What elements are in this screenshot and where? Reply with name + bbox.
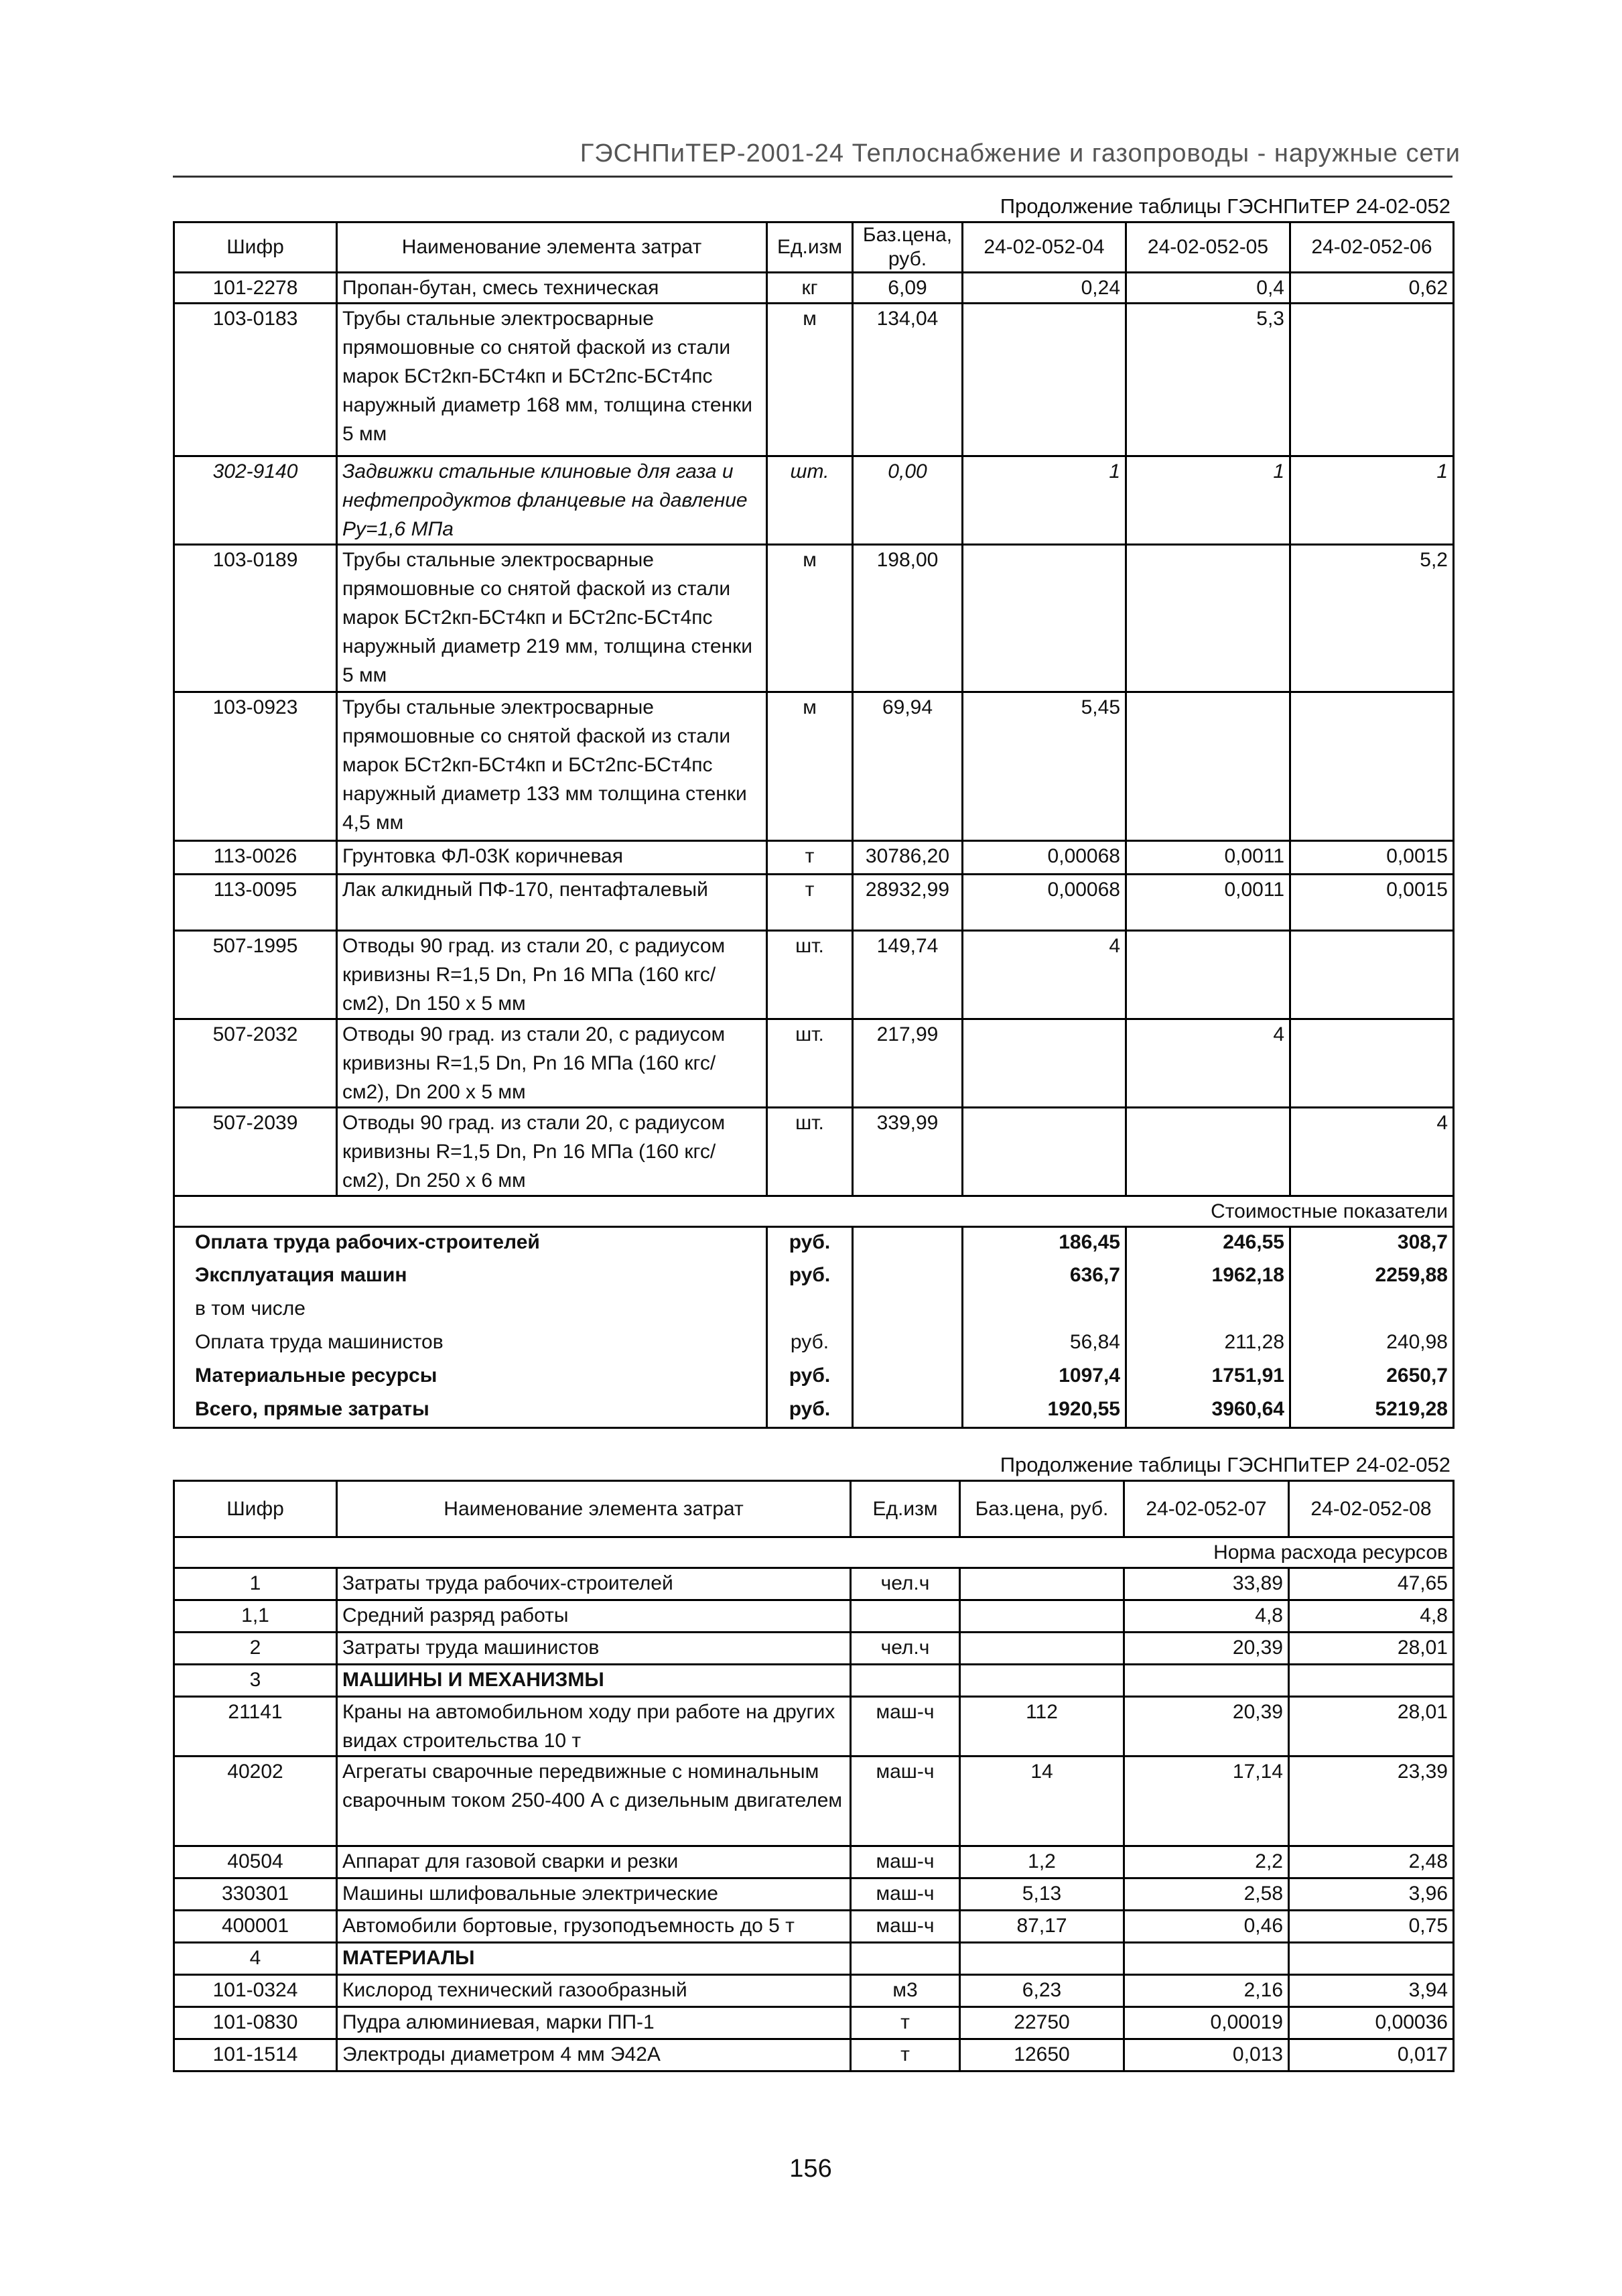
cell-name: Автомобили бортовые, грузоподъемность до 5 т (337, 1911, 851, 1943)
table-row (174, 1019, 1454, 1108)
table2-header-row (174, 1481, 1454, 1537)
cell-name: Затраты труда рабочих-строителей (337, 1568, 851, 1600)
cell-price: 149,74 (853, 931, 963, 1019)
cell-value: 5,45 (963, 692, 1126, 841)
summary-unit: руб. (767, 1361, 853, 1395)
summary-value: 211,28 (1126, 1328, 1290, 1361)
summary-row (174, 1294, 1454, 1328)
col-header-name: Наименование элемента затрат (337, 1481, 851, 1537)
cell-code: 4 (174, 1943, 337, 1975)
cell-unit: м (767, 692, 853, 841)
summary-row (174, 1227, 1454, 1261)
cell-value: 2,48 (1289, 1846, 1454, 1878)
cell-value: 2,2 (1124, 1846, 1289, 1878)
cell-value: 0,00036 (1289, 2007, 1454, 2039)
page-number: 156 (789, 2155, 832, 2183)
cell-name: Отводы 90 град. из стали 20, с радиусом кривизны R=1,5 Dn, Pn 16 МПа (160 кгс/см2), Dn 200 x 5 мм (337, 1019, 767, 1108)
cell-name: Кислород технический газообразный (337, 1975, 851, 2007)
cell-name: Лак алкидный ПФ-170, пентафталевый (337, 875, 767, 931)
cell-value: 1 (1126, 456, 1290, 545)
cell-unit: шт. (767, 456, 853, 545)
cell-unit: т (851, 2007, 960, 2039)
table-row (174, 1757, 1454, 1846)
col-header-code: Шифр (174, 222, 337, 273)
cell-value: 4 (1290, 1108, 1454, 1196)
cell-price (960, 1633, 1124, 1665)
summary-price (853, 1294, 963, 1328)
cell-value: 0,24 (963, 273, 1126, 304)
col-header-price: Баз.цена, руб. (853, 222, 963, 273)
table-row (174, 1633, 1454, 1665)
cell-value: 0,0011 (1126, 841, 1290, 875)
cell-name: Агрегаты сварочные передвижные с номинальным сварочным током 250-400 А с дизельным двигателем (337, 1757, 851, 1846)
cell-value: 0,0015 (1290, 875, 1454, 931)
cell-value: 0,75 (1289, 1911, 1454, 1943)
cell-code: 113-0026 (174, 841, 337, 875)
table1 (173, 221, 1455, 1429)
cell-code: 2 (174, 1633, 337, 1665)
group-row (174, 1665, 1454, 1697)
cell-price: 112 (960, 1697, 1124, 1757)
cell-value: 4 (963, 931, 1126, 1019)
cell-price: 69,94 (853, 692, 963, 841)
cell-name: Электроды диаметром 4 мм Э42А (337, 2039, 851, 2071)
col-header-name: Наименование элемента затрат (337, 222, 767, 273)
cell-price: 0,00 (853, 456, 963, 545)
summary-price (853, 1361, 963, 1395)
col-header-05: 24-02-052-05 (1126, 222, 1290, 273)
table-row (174, 2007, 1454, 2039)
summary-price (853, 1227, 963, 1261)
summary-value (1290, 1294, 1454, 1328)
cell-price (960, 1600, 1124, 1633)
cell-price (960, 1568, 1124, 1600)
cell-price: 30786,20 (853, 841, 963, 875)
summary-value: 308,7 (1290, 1227, 1454, 1261)
cell-value: 4,8 (1124, 1600, 1289, 1633)
cell-code: 400001 (174, 1911, 337, 1943)
cell-unit: м (767, 304, 853, 456)
cell-value (1124, 1665, 1289, 1697)
cell-value: 3,96 (1289, 1878, 1454, 1911)
summary-name: Эксплуатация машин (174, 1261, 767, 1294)
table-row (174, 875, 1454, 931)
cell-name: Отводы 90 град. из стали 20, с радиусом кривизны R=1,5 Dn, Pn 16 МПа (160 кгс/см2), Dn 250 x 6 мм (337, 1108, 767, 1196)
cell-name: Аппарат для газовой сварки и резки (337, 1846, 851, 1878)
cell-value: 2,58 (1124, 1878, 1289, 1911)
cell-unit: маш-ч (851, 1911, 960, 1943)
section-row (174, 1537, 1454, 1568)
cell-name: Трубы стальные электросварные прямошовные со снятой фаской из стали марок БСт2кп-БСт4кп и БСт2пс-БСт4пс наружный диаметр 168 мм, толщина стенки 5 мм (337, 304, 767, 456)
cell-value: 0,00019 (1124, 2007, 1289, 2039)
table-row (174, 2039, 1454, 2071)
cell-unit: т (767, 841, 853, 875)
summary-unit (767, 1294, 853, 1328)
cell-code: 330301 (174, 1878, 337, 1911)
cell-value: 0,62 (1290, 273, 1454, 304)
cell-value: 4,8 (1289, 1600, 1454, 1633)
cell-price: 28932,99 (853, 875, 963, 931)
cell-price: 6,23 (960, 1975, 1124, 2007)
cell-value (1289, 1943, 1454, 1975)
summary-name: Оплата труда рабочих-строителей (174, 1227, 767, 1261)
cell-value (1126, 931, 1290, 1019)
cell-value: 20,39 (1124, 1697, 1289, 1757)
summary-row (174, 1361, 1454, 1395)
cell-unit (851, 1600, 960, 1633)
summary-unit: руб. (767, 1395, 853, 1428)
table-row (174, 841, 1454, 875)
cell-unit: маш-ч (851, 1757, 960, 1846)
summary-value: 1920,55 (963, 1395, 1126, 1428)
summary-value: 3960,64 (1126, 1395, 1290, 1428)
summary-value: 56,84 (963, 1328, 1126, 1361)
cell-name: МАШИНЫ И МЕХАНИЗМЫ (337, 1665, 851, 1697)
cell-code: 101-0830 (174, 2007, 337, 2039)
summary-value: 1097,4 (963, 1361, 1126, 1395)
cell-value (1124, 1943, 1289, 1975)
col-header-07: 24-02-052-07 (1124, 1481, 1289, 1537)
summary-name: Всего, прямые затраты (174, 1395, 767, 1428)
cell-price: 134,04 (853, 304, 963, 456)
col-header-04: 24-02-052-04 (963, 222, 1126, 273)
cell-code: 103-0923 (174, 692, 337, 841)
table-row (174, 273, 1454, 304)
cell-unit (851, 1943, 960, 1975)
table-row (174, 692, 1454, 841)
cell-value: 0,46 (1124, 1911, 1289, 1943)
cell-code: 40202 (174, 1757, 337, 1846)
cell-value: 0,0011 (1126, 875, 1290, 931)
cell-value (1126, 1108, 1290, 1196)
summary-price (853, 1328, 963, 1361)
cell-unit: чел.ч (851, 1568, 960, 1600)
cell-name: Задвижки стальные клиновые для газа и нефтепродуктов фланцевые на давление Ру=1,6 МПа (337, 456, 767, 545)
cell-value: 0,00068 (963, 841, 1126, 875)
cell-code: 103-0189 (174, 545, 337, 692)
cell-value: 0,0015 (1290, 841, 1454, 875)
cell-name: Пропан-бутан, смесь техническая (337, 273, 767, 304)
summary-name: Оплата труда машинистов (174, 1328, 767, 1361)
header-rule (173, 176, 1452, 178)
cell-name: МАТЕРИАЛЫ (337, 1943, 851, 1975)
cell-value (963, 1019, 1126, 1108)
cell-price: 22750 (960, 2007, 1124, 2039)
table-row (174, 1697, 1454, 1757)
table1-caption: Продолжение таблицы ГЭСНПиТЕР 24-02-052 (1000, 194, 1450, 218)
cell-name: Средний разряд работы (337, 1600, 851, 1633)
cell-unit: т (851, 2039, 960, 2071)
cell-code: 101-1514 (174, 2039, 337, 2071)
cell-value: 1 (1290, 456, 1454, 545)
cell-value (963, 1108, 1126, 1196)
cell-unit: чел.ч (851, 1633, 960, 1665)
col-header-unit: Ед.изм (851, 1481, 960, 1537)
cell-unit (851, 1665, 960, 1697)
table-row (174, 545, 1454, 692)
summary-value: 1962,18 (1126, 1261, 1290, 1294)
cell-unit: маш-ч (851, 1878, 960, 1911)
table1-header-row (174, 222, 1454, 273)
cell-code: 40504 (174, 1846, 337, 1878)
section-label: Стоимостные показатели (174, 1196, 1454, 1227)
cell-value (1290, 692, 1454, 841)
summary-value: 186,45 (963, 1227, 1126, 1261)
cell-name: Грунтовка ФЛ-03К коричневая (337, 841, 767, 875)
cell-value: 23,39 (1289, 1757, 1454, 1846)
table-row (174, 1911, 1454, 1943)
cell-code: 507-2039 (174, 1108, 337, 1196)
cell-value: 28,01 (1289, 1633, 1454, 1665)
col-header-price: Баз.цена, руб. (960, 1481, 1124, 1537)
table-row (174, 1108, 1454, 1196)
cell-price (960, 1665, 1124, 1697)
section-label: Норма расхода ресурсов (174, 1537, 1454, 1568)
table-row (174, 1600, 1454, 1633)
cell-value: 28,01 (1289, 1697, 1454, 1757)
cell-code: 507-1995 (174, 931, 337, 1019)
cell-name: Машины шлифовальные электрические (337, 1878, 851, 1911)
cell-code: 113-0095 (174, 875, 337, 931)
cell-value (1126, 545, 1290, 692)
cell-value (1290, 304, 1454, 456)
cell-code: 3 (174, 1665, 337, 1697)
cell-value: 5,3 (1126, 304, 1290, 456)
summary-name: в том числе (174, 1294, 767, 1328)
table2-caption: Продолжение таблицы ГЭСНПиТЕР 24-02-052 (1000, 1453, 1450, 1476)
table-row (174, 1975, 1454, 2007)
cell-value (1290, 931, 1454, 1019)
summary-unit: руб. (767, 1261, 853, 1294)
summary-value: 246,55 (1126, 1227, 1290, 1261)
cell-value (963, 545, 1126, 692)
cell-price: 339,99 (853, 1108, 963, 1196)
cell-name: Отводы 90 град. из стали 20, с радиусом кривизны R=1,5 Dn, Pn 16 МПа (160 кгс/см2), Dn 150 x 5 мм (337, 931, 767, 1019)
cell-unit: маш-ч (851, 1846, 960, 1878)
cell-value: 33,89 (1124, 1568, 1289, 1600)
table-row (174, 1846, 1454, 1878)
table-row (174, 1568, 1454, 1600)
cell-value (1290, 1019, 1454, 1108)
table-row (174, 304, 1454, 456)
summary-row (174, 1328, 1454, 1361)
cell-price: 14 (960, 1757, 1124, 1846)
cell-unit: маш-ч (851, 1697, 960, 1757)
summary-row (174, 1261, 1454, 1294)
cell-code: 21141 (174, 1697, 337, 1757)
cell-price: 198,00 (853, 545, 963, 692)
cell-name: Краны на автомобильном ходу при работе на других видах строительства 10 т (337, 1697, 851, 1757)
cell-unit: шт. (767, 1019, 853, 1108)
summary-row (174, 1395, 1454, 1428)
summary-price (853, 1395, 963, 1428)
cell-price: 5,13 (960, 1878, 1124, 1911)
cell-value (1126, 692, 1290, 841)
cell-unit: шт. (767, 1108, 853, 1196)
cell-unit: кг (767, 273, 853, 304)
table-row (174, 456, 1454, 545)
cell-value: 5,2 (1290, 545, 1454, 692)
summary-unit: руб. (767, 1328, 853, 1361)
cell-value: 47,65 (1289, 1568, 1454, 1600)
summary-value (963, 1294, 1126, 1328)
summary-value: 240,98 (1290, 1328, 1454, 1361)
cell-value: 17,14 (1124, 1757, 1289, 1846)
cell-value: 20,39 (1124, 1633, 1289, 1665)
summary-value: 636,7 (963, 1261, 1126, 1294)
cell-value: 0,00068 (963, 875, 1126, 931)
cell-price: 217,99 (853, 1019, 963, 1108)
cell-value: 3,94 (1289, 1975, 1454, 2007)
cell-code: 103-0183 (174, 304, 337, 456)
summary-value: 2650,7 (1290, 1361, 1454, 1395)
summary-value: 2259,88 (1290, 1261, 1454, 1294)
cell-code: 1 (174, 1568, 337, 1600)
cell-price: 6,09 (853, 273, 963, 304)
cell-price: 87,17 (960, 1911, 1124, 1943)
col-header-08: 24-02-052-08 (1289, 1481, 1454, 1537)
cell-value (1289, 1665, 1454, 1697)
cell-value: 0,017 (1289, 2039, 1454, 2071)
summary-value: 1751,91 (1126, 1361, 1290, 1395)
group-row (174, 1943, 1454, 1975)
col-header-code: Шифр (174, 1481, 337, 1537)
cell-value (963, 304, 1126, 456)
col-header-06: 24-02-052-06 (1290, 222, 1454, 273)
col-header-unit: Ед.изм (767, 222, 853, 273)
cell-price: 1,2 (960, 1846, 1124, 1878)
cell-code: 302-9140 (174, 456, 337, 545)
cell-unit: м3 (851, 1975, 960, 2007)
cell-unit: т (767, 875, 853, 931)
cell-value: 0,013 (1124, 2039, 1289, 2071)
summary-unit: руб. (767, 1227, 853, 1261)
table2 (173, 1480, 1455, 2072)
summary-price (853, 1261, 963, 1294)
summary-value: 5219,28 (1290, 1395, 1454, 1428)
cell-price (960, 1943, 1124, 1975)
summary-value (1126, 1294, 1290, 1328)
cell-name: Пудра алюминиевая, марки ПП-1 (337, 2007, 851, 2039)
cell-unit: м (767, 545, 853, 692)
cell-code: 1,1 (174, 1600, 337, 1633)
cell-value: 2,16 (1124, 1975, 1289, 2007)
cell-price: 12650 (960, 2039, 1124, 2071)
cell-value: 4 (1126, 1019, 1290, 1108)
table-row (174, 1878, 1454, 1911)
cell-code: 507-2032 (174, 1019, 337, 1108)
cell-name: Трубы стальные электросварные прямошовные со снятой фаской из стали марок БСт2кп-БСт4кп и БСт2пс-БСт4пс наружный диаметр 219 мм, толщина стенки 5 мм (337, 545, 767, 692)
cell-value: 0,4 (1126, 273, 1290, 304)
cell-code: 101-0324 (174, 1975, 337, 2007)
cell-name: Затраты труда машинистов (337, 1633, 851, 1665)
section-row (174, 1196, 1454, 1227)
cell-code: 101-2278 (174, 273, 337, 304)
summary-name: Материальные ресурсы (174, 1361, 767, 1395)
cell-name: Трубы стальные электросварные прямошовные со снятой фаской из стали марок БСт2кп-БСт4кп и БСт2пс-БСт4пс наружный диаметр 133 мм толщина стенки 4,5 мм (337, 692, 767, 841)
running-header: ГЭСНПиТЕР-2001-24 Теплоснабжение и газопроводы - наружные сети (580, 139, 1461, 168)
cell-unit: шт. (767, 931, 853, 1019)
cell-value: 1 (963, 456, 1126, 545)
table-row (174, 931, 1454, 1019)
